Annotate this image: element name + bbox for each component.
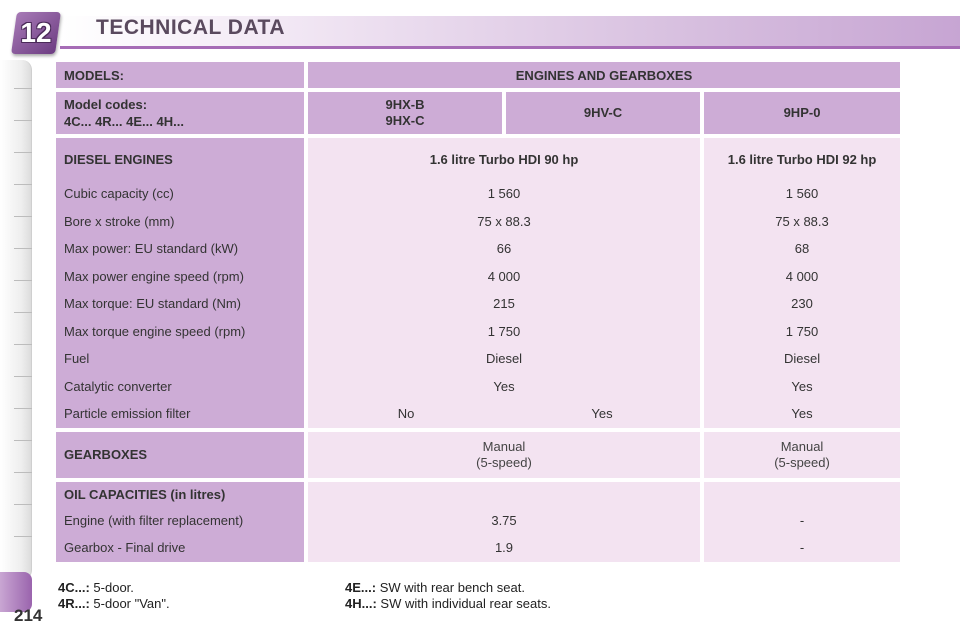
model-codes-list: 4C... 4R... 4E... 4H... [64, 114, 184, 129]
diesel-labels [56, 138, 304, 428]
engine-a-name: 1.6 litre Turbo HDI 90 hp [429, 151, 579, 167]
model-codes-label [56, 92, 304, 134]
spec-value: 75 x 88.3 [477, 213, 531, 229]
footnote [58, 596, 170, 612]
tab-divider [14, 344, 32, 345]
spec-value: Yes [591, 406, 613, 422]
page-number: 214 [14, 606, 43, 625]
spec-label: Engine (with filter replacement) [64, 512, 244, 528]
model-codes-title: Model codes: [64, 97, 148, 112]
blank-line [308, 482, 700, 507]
blank-line [704, 482, 900, 507]
spec-value: - [799, 512, 805, 528]
spec-value: 66 [496, 241, 512, 257]
tab-divider [14, 440, 32, 441]
gearbox-b-cell [704, 432, 900, 478]
particle-filter-values [308, 400, 700, 428]
spec-value: 230 [791, 296, 813, 312]
tab-divider [14, 376, 32, 377]
models-label: MODELS: [56, 62, 304, 88]
footnote-text: 5-door "Van". [93, 596, 170, 611]
engine-b-name: 1.6 litre Turbo HDI 92 hp [727, 151, 877, 167]
footnote-key: 4R...: [58, 596, 90, 611]
spec-label: Fuel [64, 351, 90, 367]
tab-divider [14, 280, 32, 281]
spec-value: 3.75 [491, 512, 517, 528]
spec-value: 1 750 [487, 323, 521, 339]
page-title: TECHNICAL DATA [96, 16, 285, 39]
oil-capacities-label: OIL CAPACITIES (in litres) [64, 486, 226, 502]
engine-code: 9HV-C [506, 92, 700, 134]
footnote [345, 580, 551, 596]
tab-divider [14, 120, 32, 121]
spec-value: Yes [791, 406, 813, 422]
engine-code: 9HX-B [385, 97, 425, 112]
spec-value: 1 750 [785, 323, 819, 339]
engine-code-cell [308, 92, 502, 134]
spec-label: Max torque: EU standard (Nm) [64, 296, 242, 312]
footnote-text: SW with rear bench seat. [379, 580, 525, 595]
tab-divider [14, 88, 32, 89]
gearbox-type: Manual [482, 438, 526, 454]
header-rule [60, 46, 960, 49]
oil-b-values [704, 482, 900, 562]
spec-value: Diesel [783, 351, 821, 367]
model-codes-row [56, 92, 900, 134]
oil-a-values [308, 482, 700, 562]
spec-label: Max torque engine speed (rpm) [64, 323, 246, 339]
spec-value: Diesel [485, 351, 523, 367]
spec-value: 215 [493, 296, 515, 312]
page-header [0, 0, 960, 58]
footnote [345, 596, 551, 612]
footnote-key: 4H...: [345, 596, 377, 611]
spec-value: Yes [791, 378, 813, 394]
tab-divider [14, 216, 32, 217]
gearbox-speeds: (5-speed) [476, 454, 532, 470]
engine-a-values [308, 138, 700, 428]
spec-value: 68 [794, 241, 810, 257]
spec-value: 4 000 [487, 268, 521, 284]
engine-code: 9HX-C [385, 113, 425, 128]
diesel-engines-section [56, 138, 900, 428]
footnotes-left [58, 580, 170, 612]
tab-divider [14, 312, 32, 313]
spec-value: - [799, 540, 805, 556]
models-header-row [56, 62, 900, 88]
gearboxes-label: GEARBOXES [56, 432, 304, 478]
spec-label: Cubic capacity (cc) [64, 186, 174, 202]
spec-label: Max power engine speed (rpm) [64, 268, 244, 284]
engine-code: 9HP-0 [704, 92, 900, 134]
tab-divider [14, 472, 32, 473]
tab-divider [14, 536, 32, 537]
oil-labels [56, 482, 304, 562]
spec-value: 1 560 [785, 186, 819, 202]
tab-divider [14, 152, 32, 153]
gearbox-type: Manual [780, 438, 824, 454]
footnote-key: 4C...: [58, 580, 90, 595]
engine-b-values [704, 138, 900, 428]
chapter-number: 12 [20, 17, 52, 48]
spec-label: Catalytic converter [64, 378, 172, 394]
oil-capacities-section [56, 482, 900, 562]
spec-value: No [397, 406, 415, 422]
spec-value: Yes [493, 378, 515, 394]
spec-value: 1 560 [487, 186, 521, 202]
gearbox-speeds: (5-speed) [774, 454, 830, 470]
spec-value: 75 x 88.3 [775, 213, 829, 229]
tab-divider [14, 248, 32, 249]
footnote-text: SW with individual rear seats. [380, 596, 551, 611]
engines-gearboxes-label: ENGINES AND GEARBOXES [308, 62, 900, 88]
spec-label: Bore x stroke (mm) [64, 213, 175, 229]
spec-value: 4 000 [785, 268, 819, 284]
footnote-key: 4E...: [345, 580, 377, 595]
chapter-tabs [0, 60, 32, 580]
gearboxes-row [56, 432, 900, 478]
spec-value: 1.9 [494, 540, 514, 556]
diesel-engines-label: DIESEL ENGINES [64, 151, 173, 167]
tab-divider [14, 184, 32, 185]
footnote-text: 5-door. [93, 580, 134, 595]
tab-divider [14, 504, 32, 505]
spec-label: Max power: EU standard (kW) [64, 241, 239, 257]
technical-data-table [52, 58, 904, 566]
spec-label: Gearbox - Final drive [64, 540, 186, 556]
spec-label: Particle emission filter [64, 406, 191, 422]
tab-divider [14, 408, 32, 409]
footnotes-right [345, 580, 551, 612]
gearbox-a-cell [308, 432, 700, 478]
footnote [58, 580, 170, 596]
